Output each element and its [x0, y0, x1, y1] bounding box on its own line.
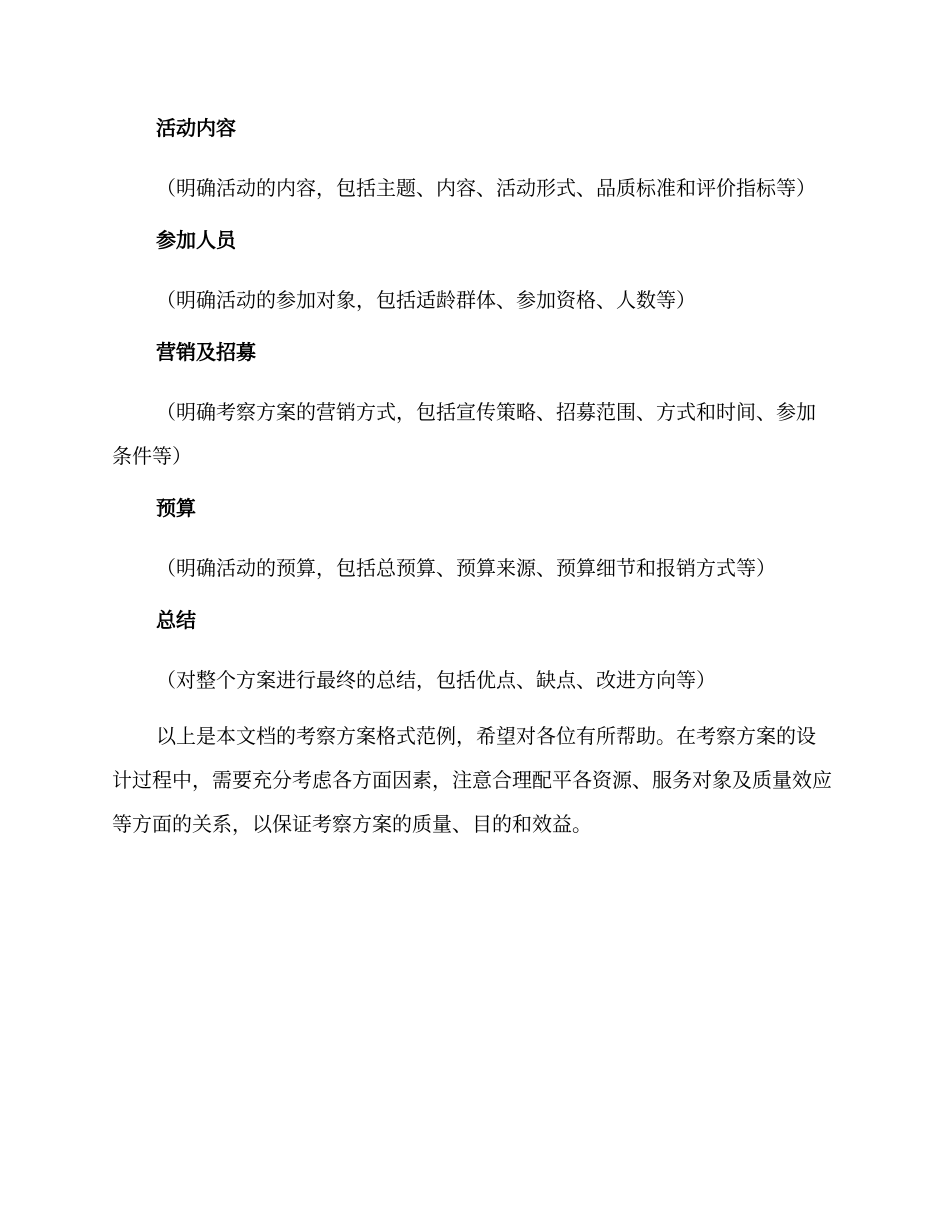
closing-paragraph: 以上是本文档的考察方案格式范例，希望对各位有所帮助。在考察方案的设计过程中，需要充分考虑各方面因素，注意合理配平各资源、服务对象及质量效应等方面的关系，以保证考察方案的质量、目的和效益。	[112, 724, 832, 836]
section-body-participants: （明确活动的参加对象，包括适龄群体、参加资格、人数等）	[156, 288, 696, 312]
section-body-activity-content: （明确活动的内容，包括主题、内容、活动形式、品质标准和评价指标等）	[156, 176, 816, 200]
section-heading-participants: 参加人员	[156, 228, 236, 252]
section-body-budget: （明确活动的预算，包括总预算、预算来源、预算细节和报销方式等）	[156, 556, 776, 580]
section-heading-summary: 总结	[156, 608, 196, 632]
section-heading-activity-content: 活动内容	[156, 116, 236, 140]
section-body-marketing-recruitment: （明确考察方案的营销方式，包括宣传策略、招募范围、方式和时间、参加条件等）	[112, 400, 816, 468]
document-body	[112, 110, 832, 846]
section-body-summary: （对整个方案进行最终的总结，包括优点、缺点、改进方向等）	[156, 668, 716, 692]
section-heading-budget: 预算	[156, 496, 196, 520]
section-heading-marketing-recruitment: 营销及招募	[156, 340, 256, 364]
